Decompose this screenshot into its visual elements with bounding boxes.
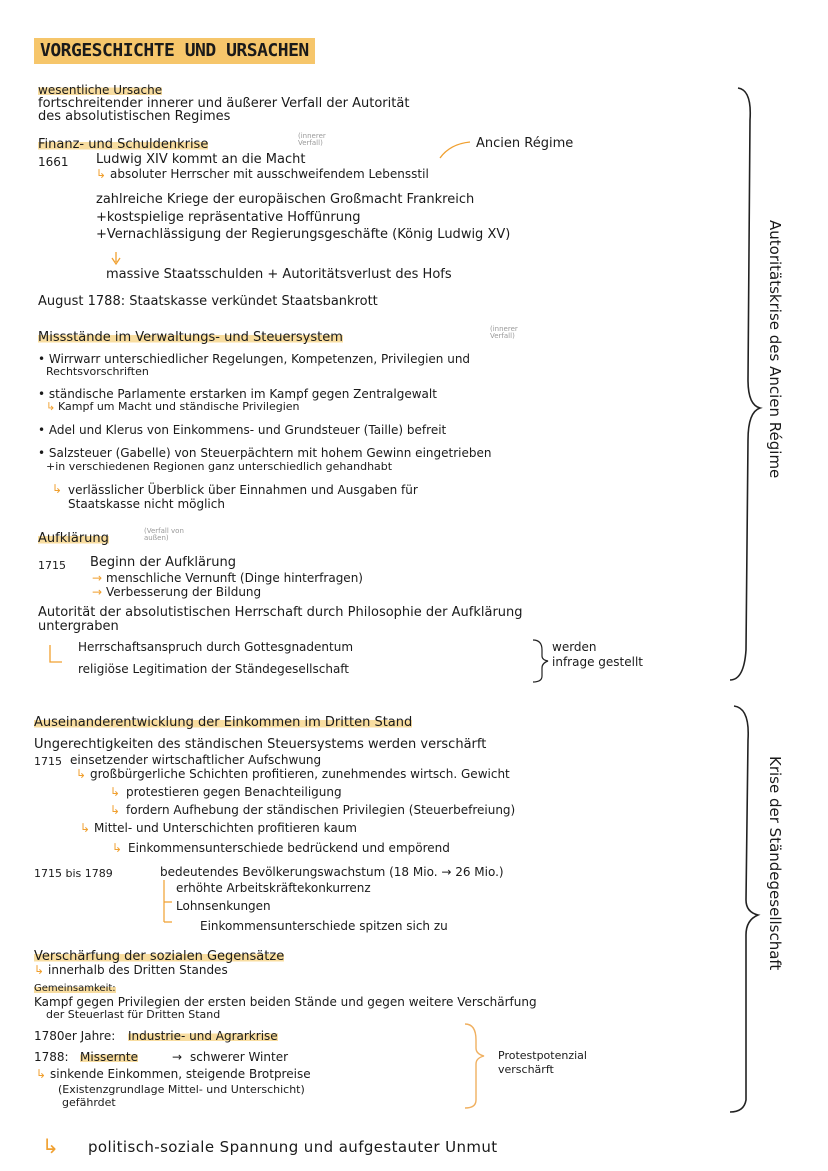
arrow-icon: ↳ <box>112 841 123 855</box>
s3-b2a: • ständische Parlamente erstarken im Kampf gegen Zentralgewalt <box>38 387 437 401</box>
arrow-icon: ↳ <box>76 767 87 781</box>
s4-b2: infrage gestellt <box>552 655 643 669</box>
s5-heading: Auseinanderentwicklung der Einkommen im Dritten Stand <box>34 715 413 730</box>
s4-l4: Autorität der absolutistischen Herrschaft durch Philosophie der Aufklärung <box>38 605 523 620</box>
arrow-icon: ↳ <box>80 821 91 835</box>
s5-l7: Einkommensunterschiede bedrückend und empörend <box>128 841 450 855</box>
s4-l7: religiöse Legitimation der Ständegesellschaft <box>78 662 350 676</box>
s5-year1: 1715 <box>34 755 62 768</box>
s6-l6: sinkende Einkommen, steigende Brotpreise <box>50 1067 311 1081</box>
final-line: politisch-soziale Spannung und aufgestauter Unmut <box>88 1138 498 1156</box>
s5-l9: erhöhte Arbeitskräftekonkurrenz <box>176 881 371 895</box>
s2-l1: Ludwig XIV kommt an die Macht <box>96 152 306 167</box>
s6-l4a: 1780er Jahre: <box>34 1029 116 1043</box>
arrow-icon: → <box>92 571 103 585</box>
arrow-icon: ↳ <box>42 1134 59 1158</box>
s2-l5: +Vernachlässigung der Regierungsgeschäfte (König Ludwig XV) <box>96 227 511 242</box>
s2-year: 1661 <box>38 155 69 169</box>
s3-b1b: Rechtsvorschriften <box>46 365 149 378</box>
side-label-krise-staendegesellschaft: Krise der Ständegesellschaft <box>766 756 784 971</box>
s4-heading: Aufklärung <box>38 531 109 546</box>
arrow-icon: ↳ <box>46 400 56 413</box>
s5-l11: Einkommensunterschiede spitzen sich zu <box>200 919 448 933</box>
page-title: VORGESCHICHTE UND URSACHEN <box>34 38 315 64</box>
arrow-icon: ↳ <box>110 803 121 817</box>
s2-note: (innerer Verfall) <box>298 132 326 148</box>
s2-l2: absoluter Herrscher mit ausschweifendem Lebensstil <box>110 167 429 181</box>
s4-b1: werden <box>552 640 597 654</box>
s6-l4b: Industrie- und Agrarkrise <box>128 1029 278 1043</box>
s5-l5: fordern Aufhebung der ständischen Privilegien (Steuerbefreiung) <box>126 803 516 817</box>
s2-l7: August 1788: Staatskasse verkündet Staatsbankrott <box>38 294 378 309</box>
s2-ancien: Ancien Régime <box>476 136 574 151</box>
s6-l5c: schwerer Winter <box>190 1050 289 1064</box>
s5-l3: großbürgerliche Schichten profitieren, zunehmendes wirtsch. Gewicht <box>90 767 510 781</box>
arrow-icon: → <box>172 1050 183 1064</box>
s3-note: (innerer Verfall) <box>490 325 518 341</box>
s1-line1: fortschreitender innerer und äußerer Verfall der Autorität <box>38 96 410 111</box>
s3-r2: Staatskasse nicht möglich <box>68 497 225 511</box>
arrow-icon: ↳ <box>34 963 45 977</box>
s2-l4: +kostspielige repräsentative Hoffünrung <box>96 210 361 225</box>
s2-l3: zahlreiche Kriege der europäischen Großmacht Frankreich <box>96 192 475 207</box>
s6-l7: (Existenzgrundlage Mittel- und Unterschicht) <box>58 1083 305 1096</box>
s2-heading: Finanz- und Schuldenkrise <box>38 137 209 152</box>
arrow-icon: ↳ <box>52 482 63 496</box>
s6-l5b: Missernte <box>80 1050 138 1064</box>
s5-l8: bedeutendes Bevölkerungswachstum (18 Mio. → 26 Mio.) <box>160 865 504 879</box>
s3-b1a: • Wirrwarr unterschiedlicher Regelungen, Kompetenzen, Privilegien und <box>38 352 471 366</box>
s5-l4: protestieren gegen Benachteiligung <box>126 785 342 799</box>
s4-l5: untergraben <box>38 619 119 634</box>
s5-l6: Mittel- und Unterschichten profitieren kaum <box>94 821 357 835</box>
arrow-icon: ↳ <box>96 167 107 181</box>
s5-l2: einsetzender wirtschaftlicher Aufschwung <box>70 753 322 767</box>
s6-l8: gefährdet <box>62 1096 116 1109</box>
arrow-icon: → <box>92 585 103 599</box>
s4-l3: Verbesserung der Bildung <box>106 585 262 599</box>
s3-b4a: • Salzsteuer (Gabelle) von Steuerpächtern mit hohem Gewinn eingetrieben <box>38 446 492 460</box>
s3-b2b: Kampf um Macht und ständische Privilegien <box>58 400 300 413</box>
side-label-autoritaetskrise: Autoritätskrise des Ancien Régime <box>766 220 784 479</box>
s2-l6: massive Staatsschulden + Autoritätsverlust des Hofs <box>106 267 452 282</box>
s6-l2: Kampf gegen Privilegien der ersten beiden Stände und gegen weitere Verschärfung <box>34 995 537 1009</box>
s1-line2: des absolutistischen Regimes <box>38 109 231 124</box>
s4-l2: menschliche Vernunft (Dinge hinterfragen) <box>106 571 363 585</box>
s3-r1: verlässlicher Überblick über Einnahmen und Ausgaben für <box>68 483 418 497</box>
s3-heading: Missstände im Verwaltungs- und Steuersystem <box>38 330 343 345</box>
s4-note: (Verfall von außen) <box>144 527 184 543</box>
s4-l1: Beginn der Aufklärung <box>90 555 237 570</box>
s5-l1: Ungerechtigkeiten des ständischen Steuersystems werden verschärft <box>34 737 487 752</box>
s6-g: Gemeinsamkeit: <box>34 983 116 994</box>
s6-p2: verschärft <box>498 1063 554 1076</box>
s1-heading: wesentliche Ursache <box>38 83 163 97</box>
s4-l6: Herrschaftsanspruch durch Gottesgnadentum <box>78 640 354 654</box>
s6-l3: der Steuerlast für Dritten Stand <box>46 1008 221 1021</box>
s3-b3: • Adel und Klerus von Einkommens- und Grundsteuer (Taille) befreit <box>38 423 447 437</box>
s6-p1: Protestpotenzial <box>498 1049 587 1062</box>
s4-year: 1715 <box>38 559 66 572</box>
s6-heading: Verschärfung der sozialen Gegensätze <box>34 949 285 964</box>
s5-year2: 1715 bis 1789 <box>34 867 113 880</box>
s5-l10: Lohnsenkungen <box>176 899 271 913</box>
s3-b4b: +in verschiedenen Regionen ganz unterschiedlich gehandhabt <box>46 460 393 473</box>
arrow-icon: ↳ <box>110 785 121 799</box>
s6-l5a: 1788: <box>34 1050 69 1064</box>
arrow-icon: ↳ <box>36 1067 47 1081</box>
s6-l1: innerhalb des Dritten Standes <box>48 963 228 977</box>
